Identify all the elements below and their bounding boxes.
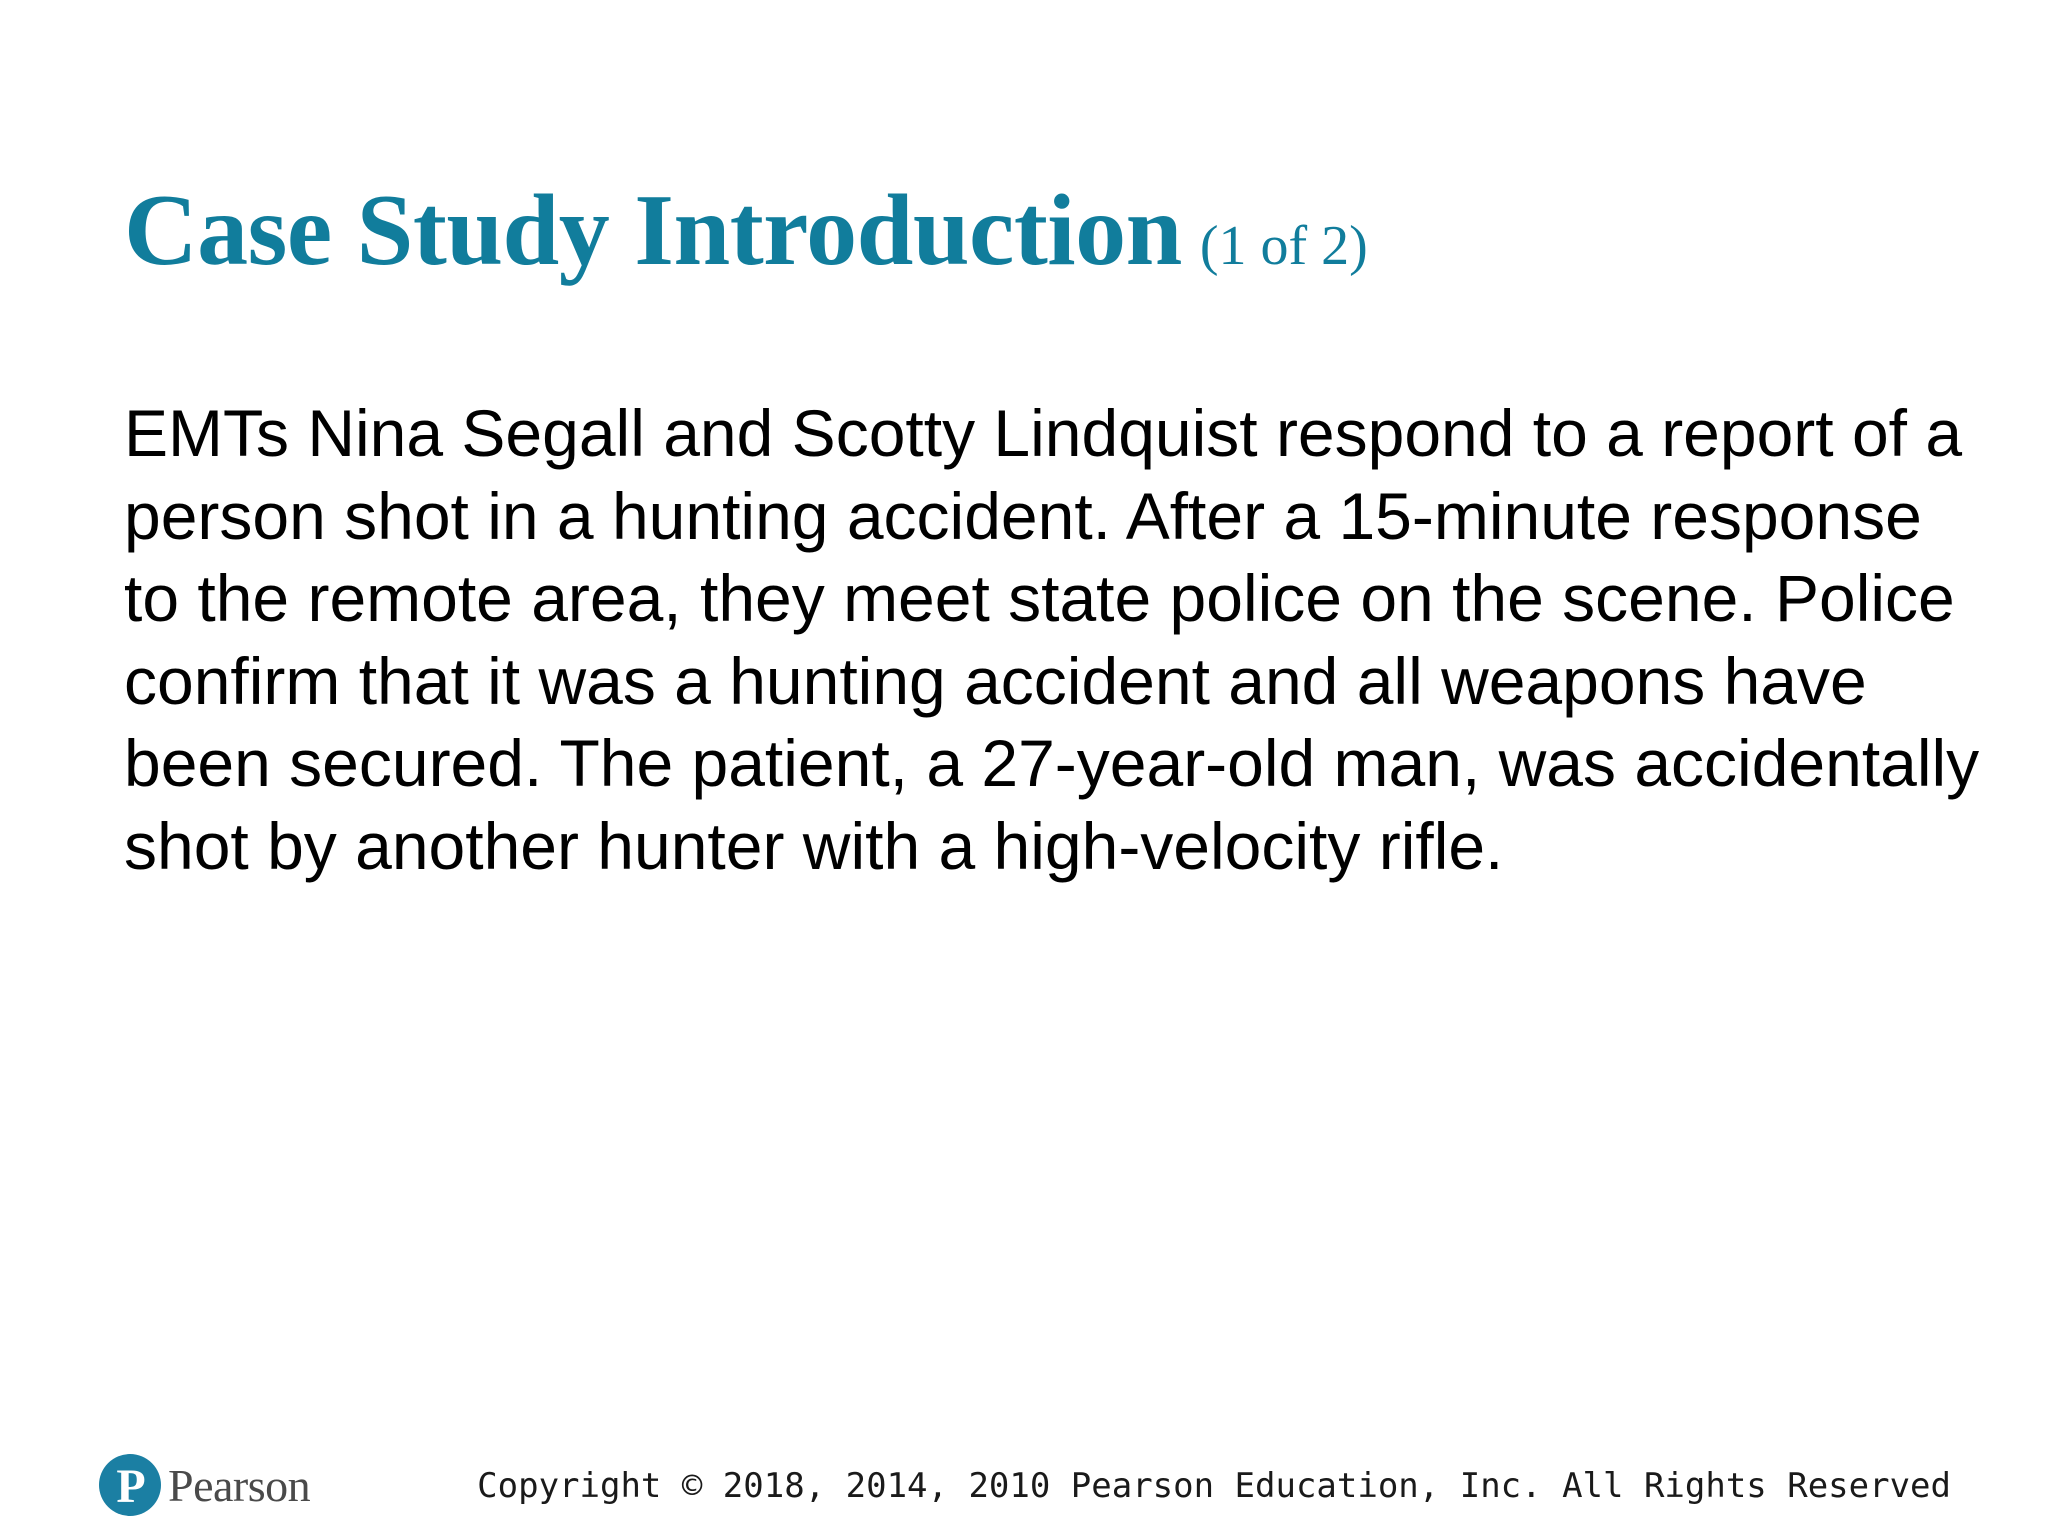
svg-text:P: P	[116, 1460, 146, 1513]
slide-title	[124, 172, 1368, 289]
title-text: Case Study Introduction	[124, 174, 1182, 287]
case-study-body-text: EMTs Nina Segall and Scotty Lindquist respond to a report of a person shot in a hunting accident. After a 15-minute response to the remote area, they meet state police on the scene. Police confirm that it was a hunting accident and all weapons have been secured. The patient, a 27-year-old man, was accidentally shot by another hunter with a high-velocity rifle.	[124, 396, 1980, 883]
pearson-logo	[98, 1452, 310, 1518]
pearson-logo-icon	[98, 1453, 162, 1517]
copyright-notice: Copyright © 2018, 2014, 2010 Pearson Education, Inc. All Rights Reserved	[477, 1466, 1951, 1506]
title-part-indicator: (1 of 2)	[1199, 215, 1368, 277]
pearson-logo-text: Pearson	[168, 1459, 311, 1511]
